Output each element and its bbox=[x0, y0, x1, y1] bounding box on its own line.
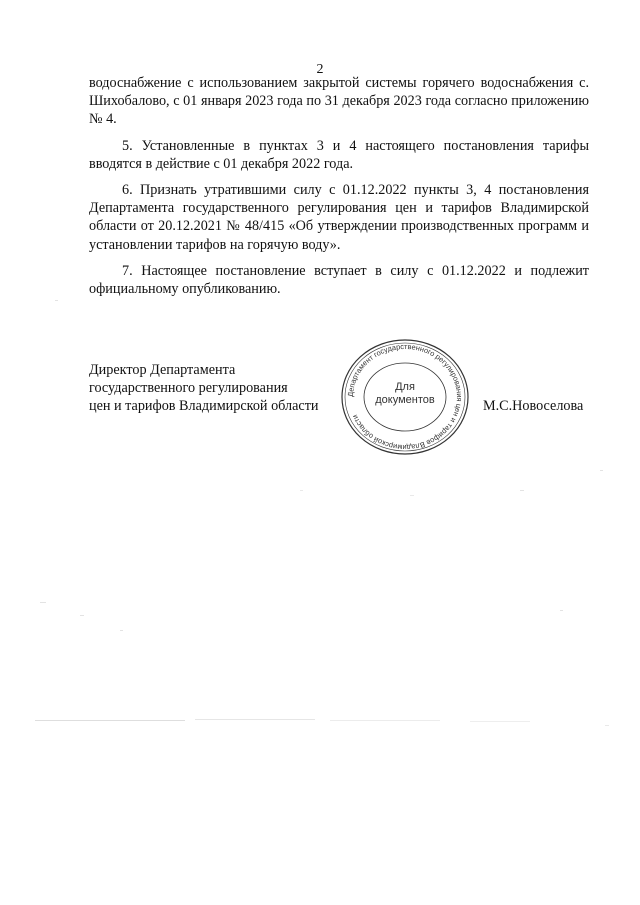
signatory-position-line: цен и тарифов Владимирской области bbox=[89, 398, 319, 415]
stamp-center-line: Для bbox=[395, 381, 415, 393]
paragraph-continuation: водоснабжение с использованием закрытой системы горячего водоснабжения с. Шихобалово, с 01 января 2023 года по 31 декабря 2023 года согласно приложению № 4. bbox=[89, 75, 589, 128]
paragraph-item-5: 5. Установленные в пунктах 3 и 4 настоящего постановления тарифы вводятся в действие с 01 декабря 2022 года. bbox=[89, 137, 589, 172]
stamp-ring-text: Департамент государственного регулирования цен и тарифов Владимирской области bbox=[345, 341, 465, 453]
paragraph-item-7: 7. Настоящее постановление вступает в силу с 01.12.2022 и подлежит официальному опубликованию. bbox=[89, 262, 589, 298]
paragraph-item-6: 6. Признать утратившими силу с 01.12.2022 пункты 3, 4 постановления Департамента государственного регулирования цен и тарифов Владимирской области от 20.12.2021 № 48/415 «Об утверждении производственных программ и установлении тарифов на горячую воду». bbox=[89, 182, 589, 253]
stamp-center-line: документов bbox=[375, 394, 435, 406]
signatory-name: М.С.Новоселова bbox=[483, 398, 584, 414]
page-number: 2 bbox=[316, 62, 324, 77]
signatory-position-line: государственного регулирования bbox=[89, 380, 288, 397]
signatory-position-line: Директор Департамента bbox=[89, 362, 236, 378]
